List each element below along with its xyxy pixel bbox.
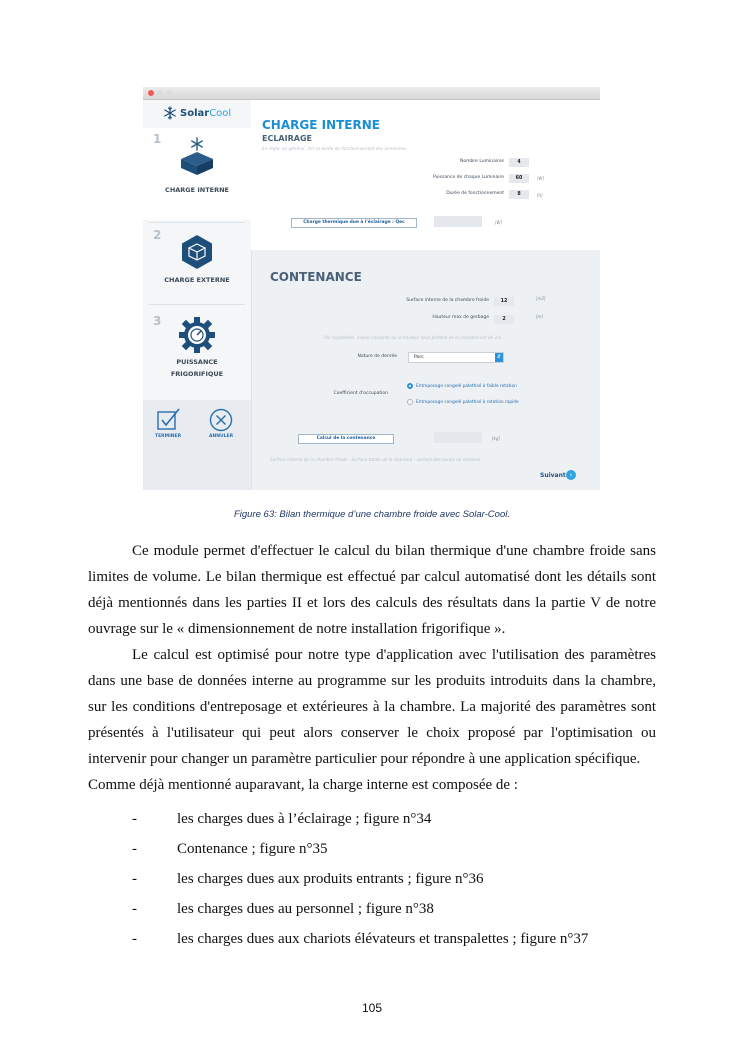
step-number: 1 xyxy=(153,132,162,146)
paragraph: Ce module permet d'effectuer le calcul du bilan thermique d'une chambre froide sans limites de volume. Le bilan thermique est effectué par calcul automatisé dont les détails sont déjà mentionnés dans les parties II et lors des calculs des résultats dans la partie V de notre ouvrage sur le « dimensionnement de notre installation frigorifique ». xyxy=(88,543,656,637)
section-subtitle: ECLAIRAGE xyxy=(262,134,312,143)
contenance-output xyxy=(434,432,482,443)
radio-low-rotation[interactable] xyxy=(407,383,413,389)
list-item: - les charges dues au personnel ; figure n°38 xyxy=(132,901,434,917)
divider xyxy=(149,222,245,223)
step-number: 3 xyxy=(153,314,162,328)
sidebar xyxy=(143,100,252,490)
snowflake-icon xyxy=(163,106,177,120)
next-label: Suivant xyxy=(540,472,566,479)
field-label: Surface interne de la chambre froide xyxy=(406,298,489,303)
list-item: - les charges dues à l’éclairage ; figure n°34 xyxy=(132,811,432,827)
bottom-actions xyxy=(143,400,251,490)
radio-fast-rotation[interactable] xyxy=(407,399,413,405)
field-label: Hauteur max de gerbage xyxy=(432,315,489,320)
field-label: Coefficient d'occupation xyxy=(333,391,388,396)
hexagon-box-icon xyxy=(181,234,213,270)
hint-text: Par hypothèse, valeur courante ou la hauteur sous plafond de la chambre est de 2m. xyxy=(324,335,503,340)
calc-lighting-load-button[interactable]: Charge thermique due à l'éclairage : Qec xyxy=(291,218,417,228)
main-content xyxy=(251,100,600,490)
calc-contenance-button[interactable]: Calcul de la contenance xyxy=(298,434,394,444)
hint-text: En règle, en général, (hr) la durée de fonctionnement des luminaires. xyxy=(262,146,408,151)
field-label: Durée de fonctionnement xyxy=(446,191,504,196)
close-circle-icon xyxy=(209,408,233,432)
list-item: - Contenance ; figure n°35 xyxy=(132,841,328,857)
list-item: - les charges dues aux produits entrants ; figure n°36 xyxy=(132,871,484,887)
step-number: 2 xyxy=(153,228,162,242)
unit-label: [kg] xyxy=(492,436,500,441)
close-window-button[interactable] xyxy=(148,90,154,96)
chevron-right-icon: › xyxy=(566,470,576,480)
unit-label: [W] xyxy=(537,176,545,181)
field-label: Nombre Luminaires xyxy=(460,159,504,164)
step-label: CHARGE INTERNE xyxy=(165,186,229,194)
maximize-window-button[interactable] xyxy=(166,90,172,96)
surface-input[interactable]: 12 xyxy=(494,297,514,306)
step-charge-interne[interactable] xyxy=(143,128,253,220)
minimize-window-button[interactable] xyxy=(157,90,163,96)
figure-caption: Figure 63: Bilan thermique d’une chambre froide avec Solar-Cool. xyxy=(233,509,510,520)
solar-cool-screenshot xyxy=(143,87,600,490)
lighting-load-output xyxy=(434,216,482,227)
radio-label: Entreposage congelé palettisé à rotation rapide xyxy=(416,400,519,405)
step-charge-externe[interactable] xyxy=(143,224,251,300)
contenance-panel xyxy=(256,252,600,490)
unit-label: [h] xyxy=(537,193,543,198)
charge-interne-panel xyxy=(251,100,600,250)
field-label: Puissance de chaque Luminaire xyxy=(432,175,504,180)
paragraph: Comme déjà mentionné auparavant, la charge interne est composée de : xyxy=(88,777,518,793)
luminaires-count-input[interactable]: 4 xyxy=(509,158,529,167)
unit-label: [m2] xyxy=(536,296,546,301)
gear-gauge-icon xyxy=(178,316,216,354)
luminaire-power-input[interactable]: 60 xyxy=(509,174,529,183)
footnote-text: Surface interne de la chambre froide : Surface totale de la chambre - surface des parois de sections xyxy=(270,457,481,462)
section-title: CHARGE INTERNE xyxy=(262,118,380,132)
radio-label: Entreposage congelé palettisé à faible rotation xyxy=(416,384,517,389)
checkbox-checked-icon xyxy=(157,408,181,430)
section-title: CONTENANCE xyxy=(270,270,362,284)
unit-label: [W] xyxy=(495,220,503,225)
finish-label: TERMINER xyxy=(155,434,182,439)
field-label: Nature de denrée xyxy=(357,354,397,359)
cancel-label: ANNULER xyxy=(209,434,234,439)
box-snowflake-icon xyxy=(177,136,217,176)
duration-input[interactable]: 8 xyxy=(509,190,529,199)
chevron-down-icon: ⇵ xyxy=(496,354,502,360)
nature-select[interactable] xyxy=(408,352,504,363)
step-label-line2: FRIGORIFIQUE xyxy=(170,370,224,378)
list-item: - les charges dues aux chariots élévateurs et transpalettes ; figure n°37 xyxy=(132,931,589,947)
app-logo: SolarCool xyxy=(163,104,231,122)
page-number: 105 xyxy=(361,1001,383,1015)
step-label-line1: PUISSANCE xyxy=(176,358,218,366)
unit-label: [m] xyxy=(536,314,544,319)
divider xyxy=(149,304,245,305)
step-label: CHARGE EXTERNE xyxy=(164,276,230,284)
paragraph: Le calcul est optimisé pour notre type d'application avec l'utilisation des paramètres dans une base de données interne au programme sur les produits introduits dans la chambre, sur les conditions d'entreposage et extérieures à la chambre. La majorité des paramètres sont présentés à l'utilisateur qui peut alors conserver le choix proposé par l'optimisation ou intervenir pour changer un paramètre particulier pour répondre à une application spécifique. xyxy=(88,647,656,767)
window-titlebar xyxy=(143,87,600,100)
nature-select-value: Porc xyxy=(414,355,424,360)
stacking-height-input[interactable]: 2 xyxy=(494,315,514,324)
step-puissance-frigorifique[interactable] xyxy=(143,310,251,390)
